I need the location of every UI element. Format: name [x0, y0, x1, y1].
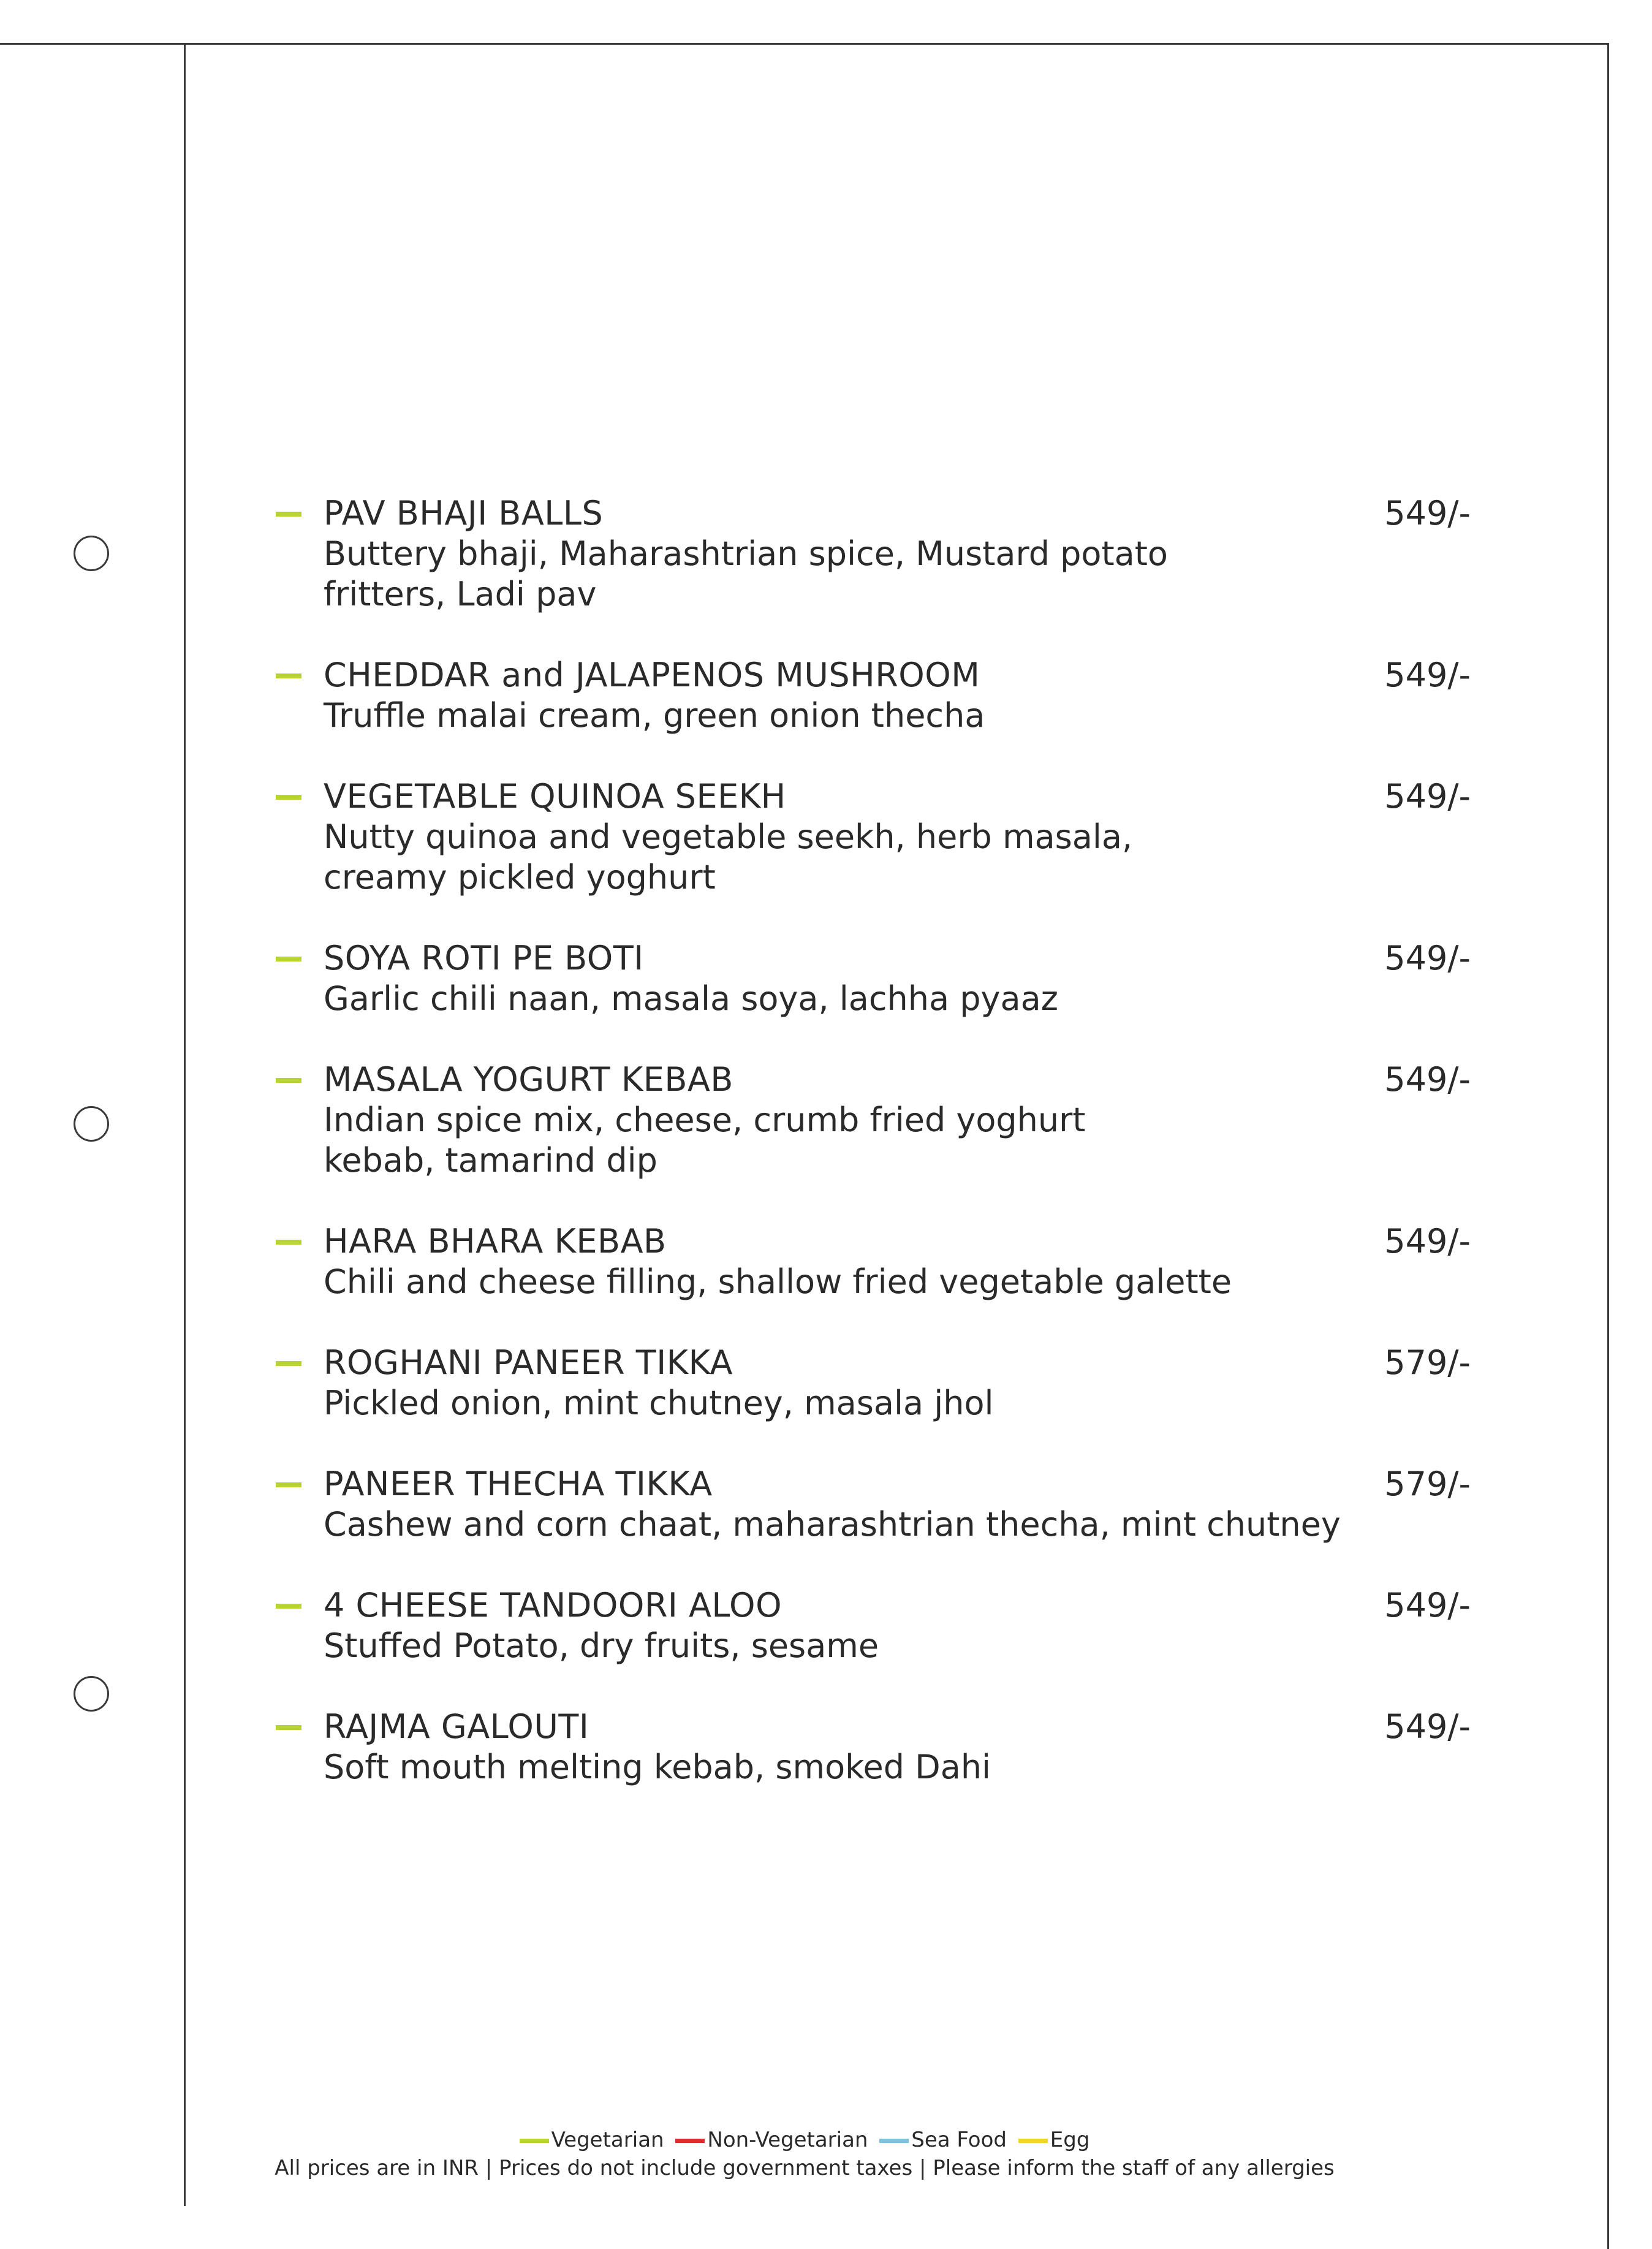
menu-item-price: 549/-: [1384, 1222, 1471, 1261]
menu-item-name: CHEDDAR and JALAPENOS MUSHROOM: [324, 656, 980, 694]
punch-hole-icon: [74, 1676, 109, 1712]
menu-item: [276, 776, 1471, 898]
menu-item: [276, 493, 1471, 615]
vegetarian-marker-icon: [276, 795, 301, 800]
menu-item-name: HARA BHARA KEBAB: [324, 1222, 667, 1261]
menu-item-description: Buttery bhaji, Maharashtrian spice, Mustard potato fritters, Ladi pav: [324, 534, 1168, 613]
vegetarian-marker-icon: [276, 512, 301, 517]
vegetarian-marker-icon: [276, 1078, 301, 1083]
vegetarian-marker-icon: [276, 1240, 301, 1245]
menu-item-price: 549/-: [1384, 1586, 1471, 1625]
menu-item: [276, 1221, 1471, 1302]
vegetarian-marker-icon: [276, 673, 301, 678]
menu-item: [276, 1707, 1471, 1788]
vegetarian-marker-icon: [276, 1725, 301, 1730]
menu-item: [276, 655, 1471, 736]
menu-list: [276, 493, 1471, 1828]
menu-item-name: MASALA YOGURT KEBAB: [324, 1060, 733, 1099]
menu-item: [276, 1343, 1471, 1424]
menu-item-description: Pickled onion, mint chutney, masala jhol: [324, 1384, 994, 1422]
menu-item-description: Nutty quinoa and vegetable seekh, herb masala, creamy pickled yoghurt: [324, 817, 1133, 897]
menu-item-description: Chili and cheese filling, shallow fried vegetable galette: [324, 1262, 1232, 1301]
vegetarian-swatch-icon: [520, 2139, 549, 2143]
menu-item-description: Soft mouth melting kebab, smoked Dahi: [324, 1748, 991, 1786]
vegetarian-marker-icon: [276, 1361, 301, 1366]
menu-item-name: 4 CHEESE TANDOORI ALOO: [324, 1586, 782, 1625]
menu-item-price: 579/-: [1384, 1465, 1471, 1503]
diet-legend: [0, 2126, 1609, 2153]
menu-item-price: 549/-: [1384, 1707, 1471, 1746]
legend-label: Egg: [1050, 2128, 1090, 2152]
menu-item: [276, 1464, 1471, 1545]
punch-hole-icon: [74, 1106, 109, 1142]
menu-item-description: Stuffed Potato, dry fruits, sesame: [324, 1626, 879, 1665]
menu-item-name: PANEER THECHA TIKKA: [324, 1465, 713, 1503]
menu-item-price: 549/-: [1384, 656, 1471, 694]
menu-item: [276, 1585, 1471, 1666]
vegetarian-marker-icon: [276, 1482, 301, 1487]
menu-item-description: Garlic chili naan, masala soya, lachha pyaaz: [324, 979, 1059, 1018]
menu-item-description: Cashew and corn chaat, maharashtrian thecha, mint chutney: [324, 1505, 1341, 1544]
legend-sea-food: [879, 2126, 1007, 2153]
menu-item-name: RAJMA GALOUTI: [324, 1707, 589, 1746]
legend-non-vegetarian: [675, 2126, 868, 2153]
menu-item-price: 579/-: [1384, 1343, 1471, 1382]
menu-item-price: 549/-: [1384, 939, 1471, 977]
legend-label: Sea Food: [911, 2128, 1007, 2152]
menu-item-description: Indian spice mix, cheese, crumb fried yoghurt kebab, tamarind dip: [324, 1101, 1086, 1180]
legend-egg: [1018, 2126, 1090, 2153]
vegetarian-marker-icon: [276, 957, 301, 961]
sea-food-swatch-icon: [879, 2139, 909, 2143]
menu-item-price: 549/-: [1384, 777, 1471, 816]
menu-item-name: ROGHANI PANEER TIKKA: [324, 1343, 733, 1382]
legend-label: Non-Vegetarian: [707, 2128, 868, 2152]
menu-item-price: 549/-: [1384, 494, 1471, 533]
non-vegetarian-swatch-icon: [675, 2139, 705, 2143]
menu-item-price: 549/-: [1384, 1060, 1471, 1099]
menu-item-name: VEGETABLE QUINOA SEEKH: [324, 777, 786, 816]
menu-item-name: PAV BHAJI BALLS: [324, 494, 604, 533]
egg-swatch-icon: [1018, 2139, 1048, 2143]
punch-hole-icon: [74, 536, 109, 571]
menu-item-description: Truffle malai cream, green onion thecha: [324, 696, 985, 735]
menu-item: [276, 938, 1471, 1019]
legend-label: Vegetarian: [551, 2128, 664, 2152]
legend-vegetarian: [520, 2126, 664, 2153]
pricing-note: All prices are in INR | Prices do not include government taxes | Please inform the staff of any allergies: [275, 2156, 1335, 2180]
menu-item-name: SOYA ROTI PE BOTI: [324, 939, 644, 977]
menu-item: [276, 1060, 1471, 1181]
vegetarian-marker-icon: [276, 1604, 301, 1609]
binding-margin-divider: [184, 43, 186, 2206]
